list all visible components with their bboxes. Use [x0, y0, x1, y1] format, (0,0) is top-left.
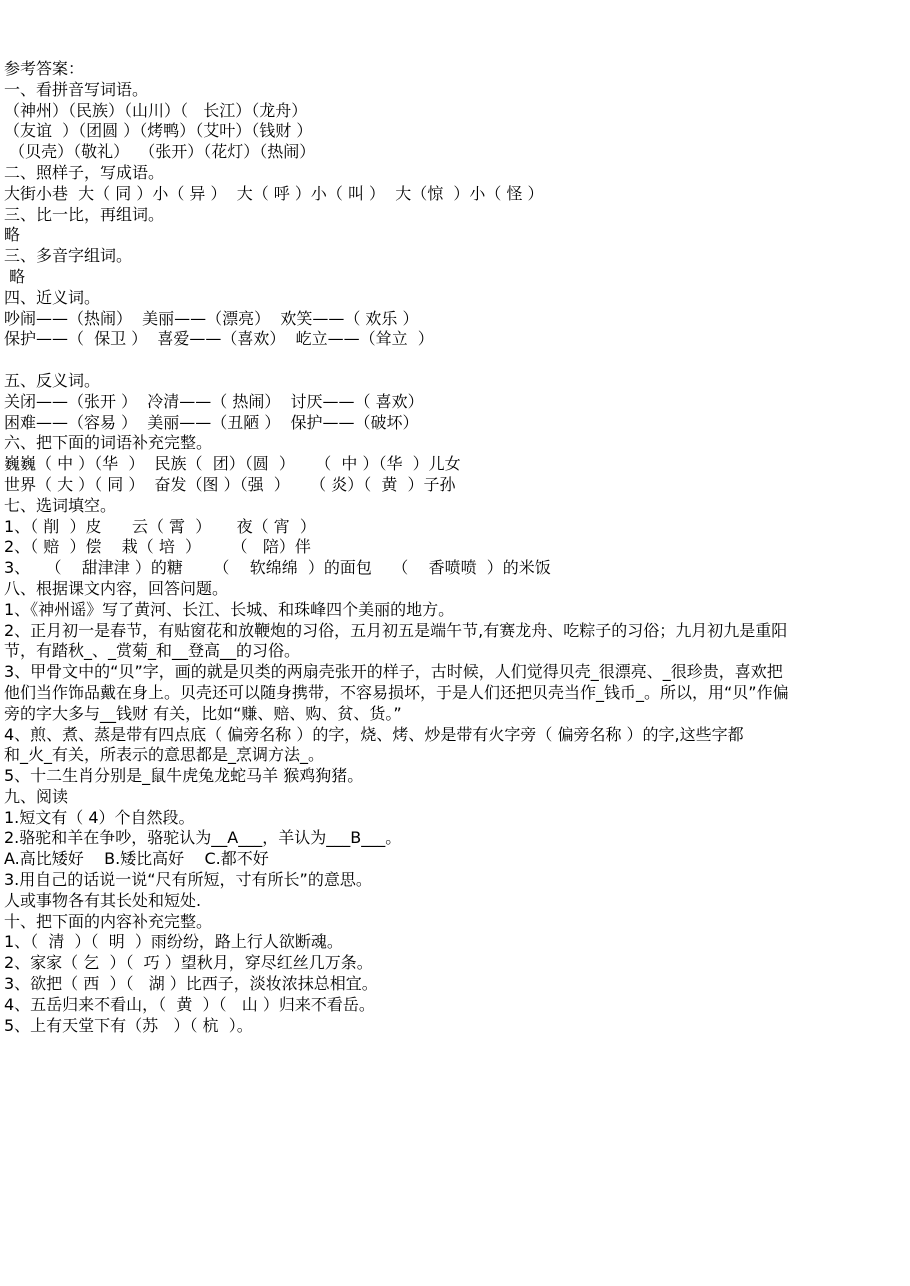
answer-line: （神州）（民族）（山川）（ 长江）（龙舟）: [4, 100, 308, 120]
answer-line: 吵闹——（热闹） 美丽——（漂亮） 欢笑——（ 欢乐 ）: [4, 308, 419, 328]
answer-line: 大街小巷 大（ 同 ）小（ 异 ） 大（ 呼 ）小（ 叫 ） 大（惊 ）小（ 怪 ）: [4, 183, 544, 203]
blank-line: [4, 350, 906, 371]
answer-line: 他们当作饰品戴在身上。贝壳还可以随身携带，不容易损坏，于是人们还把贝壳当作_钱币_。所以，用“贝”作偏: [4, 682, 789, 702]
section-heading-2: 二、照样子，写成语。: [4, 162, 165, 182]
answer-line: 保护——（ 保卫 ） 喜爱——（喜欢） 屹立——（耸立 ）: [4, 329, 434, 349]
answer-line: 略: [4, 225, 21, 245]
answer-line: 3、欲把（ 西 ）（ 湖 ）比西子，淡妆浓抹总相宜。: [4, 974, 378, 994]
answer-line: 和_火_有关，所表示的意思都是_烹调方法_。: [4, 745, 325, 765]
section-heading-6: 六、把下面的词语补充完整。: [4, 433, 213, 453]
answer-line: 困难——（容易 ） 美丽——（丑陋 ） 保护——（破坏）: [4, 412, 419, 432]
answer-line: 3.用自己的话说一说“尺有所短，寸有所长”的意思。: [4, 870, 372, 890]
section-heading-3: 三、比一比，再组词。: [4, 204, 165, 224]
answer-line: 节，有踏秋_、_赏菊_和__登高__的习俗。: [4, 641, 301, 661]
answer-line: 3、 （ 甜津津 ）的糖 （ 软绵绵 ）的面包 （ 香喷喷 ）的米饭: [4, 558, 551, 578]
answer-line: 2.骆驼和羊在争吵，骆驼认为__A___，羊认为___B___。: [4, 828, 402, 848]
section-heading-4: 四、近义词。: [4, 287, 101, 307]
answer-line: 5、上有天堂下有（苏 ）（ 杭 ）。: [4, 1015, 253, 1035]
answer-line: 2、正月初一是春节，有贴窗花和放鞭炮的习俗，五月初五是端午节,有赛龙舟、吃粽子的习俗；九月初九是重阳: [4, 620, 788, 640]
answer-line: （友谊 ）（团圆 ）（烤鸭）（艾叶）（钱财 ）: [4, 121, 313, 141]
section-heading-5: 五、反义词。: [4, 370, 101, 390]
answer-line: 略: [4, 266, 26, 286]
answer-line: 2、家家（ 乞 ）（ 巧 ）望秋月，穿尽红丝几万条。: [4, 953, 373, 973]
section-heading-7: 七、选词填空。: [4, 495, 117, 515]
answer-line: 旁的字大多与__钱财 有关，比如“赚、赔、购、贫、货。”: [4, 703, 402, 723]
section-heading-3b: 三、多音字组词。: [4, 246, 133, 266]
answer-line: 关闭——（张开 ） 冷清——（ 热闹） 讨厌——（ 喜欢）: [4, 391, 424, 411]
answer-line: 4、五岳归来不看山，（ 黄 ）（ 山 ）归来不看岳。: [4, 994, 375, 1014]
answer-line: 1、《神州谣》写了黄河、长江、长城、和珠峰四个美丽的地方。: [4, 599, 455, 619]
section-heading-1: 一、看拼音写词语。: [4, 79, 149, 99]
section-heading-10: 十、把下面的内容补充完整。: [4, 911, 213, 931]
section-heading-9: 九、阅读: [4, 786, 69, 806]
answer-line: 4、煎、煮、蒸是带有四点底（ 偏旁名称 ）的字，烧、烤、炒是带有火字旁（ 偏旁名称 ）的字,这些字都: [4, 724, 744, 744]
answer-line: 1、（ 清 ）（ 明 ）雨纷纷，路上行人欲断魂。: [4, 932, 343, 952]
answer-line: 巍巍（ 中 ）（华 ） 民族（ 团）（圆 ） （ 中 ）（华 ）儿女: [4, 454, 461, 474]
answer-line: 5、十二生肖分别是_鼠牛虎兔龙蛇马羊 猴鸡狗猪。: [4, 766, 364, 786]
answer-line: A.高比矮好 B.矮比高好 C.都不好: [4, 849, 269, 869]
answer-line: 3、甲骨文中的“贝”字，画的就是贝类的两扇壳张开的样子，古时候，人们觉得贝壳_很漂亮、_很珍贵，喜欢把: [4, 662, 783, 682]
answer-line: 1、（ 削 ）皮 云（ 霄 ） 夜（ 宵 ）: [4, 516, 316, 536]
answer-line: 2、（ 赔 ）偿 栽（ 培 ） （ 陪）伴: [4, 537, 311, 557]
answer-line: 人或事物各有其长处和短处.: [4, 890, 202, 910]
answer-document: [4, 59, 906, 1036]
answer-line: （贝壳）（敬礼） （张开）（花灯）（热闹）: [4, 142, 316, 162]
answer-line: 世界（ 大 ）（ 同 ） 奋发（图 ）（强 ） （ 炎）（ 黄 ）子孙: [4, 474, 456, 494]
answer-line: 1.短文有（ 4）个自然段。: [4, 807, 195, 827]
section-heading-8: 八、根据课文内容，回答问题。: [4, 578, 229, 598]
doc-title: 参考答案：: [4, 59, 85, 78]
